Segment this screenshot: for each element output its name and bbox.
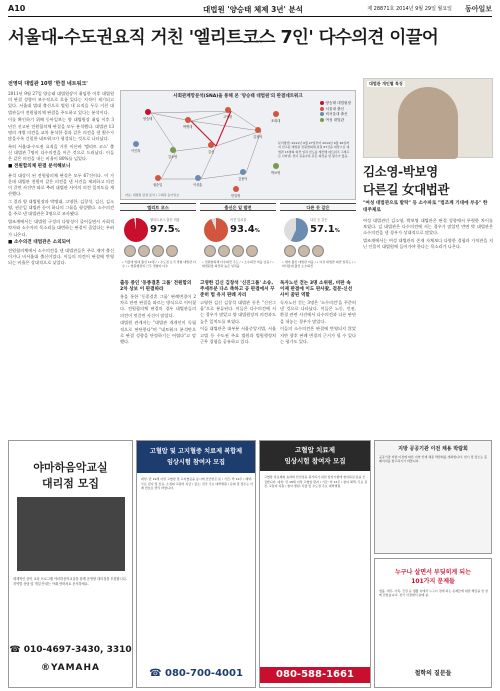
article-mid-column	[280, 278, 356, 435]
ad-clinical-trial-2[interactable]	[259, 440, 371, 688]
network-node: 이상훈	[193, 175, 202, 187]
paragraph: 대법원 관계자는 "대법관 개개인이 독립적으로 판단한다"며 "네트워크 분석만으로 판결 성향을 단정하기는 어렵다"고 말했다.	[120, 320, 196, 345]
paragraph: 특히 서울대-수도권 요직을 거친 이른바 '엘리트 코스' 출신 대법관 7명이 다수의견을 이끈 것으로 드러났다. 이들은 같은 의견을 내는 비율이 80%를 넘었다.	[8, 143, 114, 162]
stats-title: 출신은 일 발전	[200, 203, 276, 211]
ad-yamaha[interactable]	[8, 440, 133, 688]
sidebar-headline: 다른길 女대법관	[363, 182, 450, 197]
paragraph: 이를 확인하기 위해 동아일보는 양 대법원장 취임 이후 3년간 선고된 전원합의체 판결을 모두 분석했다. 대법관 13명의 개별 의견을 교차 분석한 결과 같은 의견을 낸 횟수가 많을수록 긴밀한 네트워크가 형성되는 것으로 나타났다.	[8, 117, 114, 142]
ad-title: 지방 공공기관 이전 채용 박람회	[398, 446, 468, 452]
paragraph: 여성 대법관인 김소영, 박보영 대법관은 판결 성향에서 뚜렷한 차이를 보였다. 김 대법관은 다수의견에 서는 경우가 많았던 반면 박 대법관은 소수의견을 낸 경우가 상대적으로 많았다.	[363, 218, 493, 236]
network-node: 김용덕	[238, 169, 247, 181]
paragraph: 법조계에서는 여성 대법관의 존재 자체보다 다양한 경험과 가치관을 지닌 인물이 대법원에 들어가야 한다는 목소리가 나온다.	[363, 238, 493, 250]
network-node: 고영한	[223, 107, 232, 119]
ad-section	[0, 440, 500, 691]
article-body	[8, 91, 114, 267]
graphic-note: 분석방법: 2011년 9월 27일부터 2014년 9월 26일까지 선고된 대법원 전원합의체 판결 67건을 대상으로 대법관 13명의 의견 일치 빈도를 계산해 네트워크 그래프로 나타냄. 선이 굵을수록 같은 의견을 낸 횟수가 많음.	[278, 141, 350, 159]
stat-label: 다른 듯 같은	[310, 218, 328, 222]
stat-label: 의견 일치율	[230, 218, 247, 222]
stat-value: 57.1%	[310, 224, 340, 235]
legend-item: 서울대 출신	[320, 107, 351, 113]
paragraph: 그 결과 양 대법원장과 박병대, 고영한, 김창석, 김신, 김소영, 권순일 대법관 등이 하나의 그룹을 형성했다. 소수의견을 주로 낸 대법관은 3명으로 조사됐다.	[8, 199, 114, 217]
stats-title: 엘리트 코스	[120, 203, 196, 211]
article-mid-column	[200, 278, 276, 435]
pie-chart-icon	[124, 218, 148, 242]
ad-phone: 080-588-1661	[260, 667, 370, 683]
ad-title: 101가지 문제들	[411, 578, 455, 585]
ad-text: 세계적인 음악 교육 프로그램 야마하음악교실을 함께 운영할 대리점을 모집합니다. 지역별 상담 및 개설 안내는 아래 연락처로 문의하세요.	[13, 577, 127, 586]
legend-item: 여성 대법관	[320, 118, 351, 124]
portrait-row	[282, 245, 356, 259]
sidebar-headline: 김소영-박보영	[363, 164, 438, 179]
subheading: ■ 전원합의체 판결 분석해보니	[8, 164, 71, 170]
stat-description: • 서울대 법대 출신 12명 / • 수도권 요직 경험 대법관 다수 / • 법원행정처 근무 경험자 다수	[122, 260, 196, 268]
ad-text: 공공기관 지방 이전에 따른 지역 인재 채용 박람회를 개최합니다. 일시 및 장소는 홈페이지를 참고하시기 바랍니다.	[379, 455, 488, 464]
subheading: ■ 소수의견 대법관은 소외되어	[8, 239, 71, 245]
yamaha-logo: ®YAMAHA	[40, 663, 101, 673]
portrait-icon	[232, 245, 244, 257]
portrait-icon	[152, 245, 164, 257]
ad-title: 누구나 살면서 부딪히게 되는	[395, 569, 471, 576]
portrait-icon	[284, 245, 296, 257]
judges-photo	[363, 78, 493, 158]
ad-title: 야마하음악교실	[33, 461, 108, 474]
portrait-icon	[138, 245, 150, 257]
ad-text: 대상: 만 19세 이상 고혈압 및 고지혈증을 동시에 진단받은 분 / 기간: 약 12주 / 혜택: 무료 검사 및 진료, 소정의 교통비 지급 / 장소: 전국 주요 대학병원 / 문의 및 접수는 아래 번호로 연락 바랍니다.	[141, 477, 253, 491]
network-node: 김창석	[253, 127, 262, 139]
stat-description: • 재야 출신 대법관 비율 / • 여성 대법관 의견 일치도 / • 비서울대 출신 소수의견	[282, 260, 356, 268]
sidebar-subhead: "여성 대법관으로 발탁" 등 소수파로 "법조계 기대에 부응" 한 대주제로	[363, 201, 488, 213]
byline: 전영덕 대법관 10명 '한결 네트워크'	[8, 81, 88, 87]
ad-phone: ☎ 080-700-4001	[149, 668, 243, 679]
ad-clinical-trial-1[interactable]	[136, 440, 256, 688]
network-node: 김신	[208, 142, 214, 154]
network-node: 민일영	[231, 186, 240, 198]
network-node: 박보영	[271, 163, 280, 175]
ad-text: 고혈압 치료제의 효과와 안전성을 평가하기 위한 임상시험에 참여하실 분을 모집합니다. 대상: 만 18세 이상 고혈압 환자 / 기간: 약 12주 / 참여 혜택: 무료 검진, 교통비 지원 / 참여 병원: 서울 및 수도권 주요 대학병원.	[264, 475, 368, 489]
legend-dot-icon	[320, 118, 324, 122]
stat-description: • 전원합의체 다수의견 주도 / • 소수의견 비율 낮음 / • 대법원장 의견과 높은 일치율	[202, 260, 274, 268]
stat-value: 93.4%	[230, 224, 260, 235]
sidebar-article	[363, 78, 493, 378]
ad-title: 대리점 모집	[42, 477, 99, 490]
graphic-title: 사회관계망분석(SNA)을 통해 본 '양승태 대법원'의 판결네트워크	[173, 94, 303, 99]
legend-item: 양승태 대법원장	[320, 101, 351, 107]
ad-phone: ☎ 010-4697-3430, 3310	[9, 645, 132, 655]
article-left-column	[8, 80, 114, 435]
column-heading: 고영한 김신 김창석 '신진그룹' 소송, 주세부분 다소 축하고 공 판결에서 꾸준히 법 유지 판례 자리	[200, 281, 275, 298]
ad-job-fair[interactable]	[374, 440, 492, 554]
newspaper-logo: 동아일보	[464, 5, 492, 13]
article-mid-column	[120, 278, 196, 435]
issue-date: 제 28871호 2014년 9월 29일 월요일	[367, 6, 452, 12]
page-number: A10	[8, 4, 26, 13]
section-title: 대법원 '양승태 체제 3년' 분석	[203, 5, 303, 14]
stat-block	[200, 214, 276, 272]
page-header	[8, 4, 492, 17]
network-node: 양승태	[143, 109, 152, 121]
column-heading: 독자노선 걷는 3명 소위원, 비판 속 이제 판결에 이도 판사왔, 걸문-신선 사이 꿈된 역할	[280, 281, 353, 298]
network-node: 권순일	[153, 175, 162, 187]
paragraph: 독자노선 걷는 3명은 '소수의견'을 꾸준히 낸 것으로 나타났다. 이들은 노동, 인권, 환경 관련 사건에서 다수의견과 다른 판단을 내놓는 경우가 많았다.	[280, 300, 356, 324]
paragraph: 홍을 통한 '동종결혼 그룹' 판례변경이 2차로 관련 판결을 따르는 방식으로 이어졌다. 전원합의체 판결의 경우 대법관들의 의견이 엇갈린 사건이 많았다.	[120, 294, 196, 318]
graphic-source: 자료: 대법원 판결 분석 / 그래픽 동아일보	[125, 193, 180, 197]
paragraph: 이들의 소수의견은 판결에 반영되지 않았지만 향후 판례 변경의 근거가 될 수 있다는 평가도 있다.	[280, 326, 356, 344]
ad-text: 법률, 세무, 가족, 건강 등 생활 속에서 누구나 겪게 되는 문제들에 대한 해답을 한 권에 담았습니다. 전국 서점에서 판매 중.	[379, 589, 488, 598]
sidebar-body	[363, 218, 493, 368]
ad-photo	[17, 497, 125, 571]
legend-dot-icon	[320, 112, 324, 116]
sidebar-tag: 대법관 개인별 특징	[369, 81, 403, 86]
stats-panel	[120, 214, 356, 272]
portrait-icon	[204, 245, 216, 257]
portrait-icon	[298, 245, 310, 257]
pie-chart-icon	[204, 218, 228, 242]
stats-title: 다른 듯 같은	[280, 203, 356, 211]
page-headline: 서울대-수도권요직 거친 '엘리트코스 7인' 다수의견 이끌어	[8, 28, 439, 48]
portrait-icon	[398, 87, 458, 159]
paragraph: 분석 대상이 된 전원합의체 판결은 모두 67건이다. 이 가운데 대법관 전원이 같은 의견을 낸 사건을 제외하고 의견이 갈린 사건만 따로 추려 대법관 사이의 의견 일치도를 계산했다.	[8, 172, 114, 197]
stat-label: 엘리트코스 출신 비율	[150, 218, 180, 222]
portrait-icon	[166, 245, 178, 257]
stat-block	[120, 214, 196, 272]
paragraph: 전원합의체에서 소수의견을 낸 대법관들은 주로 재야 출신이거나 비서울대 출신이었다. 이들의 의견이 판결에 반영되는 비율은 상대적으로 낮았다.	[8, 248, 114, 266]
paragraph: 법조계에서는 대법원 구성의 다양성이 줄어들면서 사회적 약자와 소수자의 목소리를 대변하는 판결이 줄었다는 우려가 나온다.	[8, 219, 114, 237]
portrait-icon	[124, 245, 136, 257]
network-node: 조희대	[271, 111, 280, 123]
legend-item: 비서울대 출신	[320, 112, 351, 118]
ad-header: 고혈압 치료제 임상시험 참여자 모집	[260, 441, 370, 471]
column-heading: 출동 중인 '동종결혼 그룹' 전원합의 2차 상보 이 판결따라	[120, 281, 192, 292]
ad-header: 고혈압 및 고지혈증 치료제 복합제 임상시험 참여자 모집	[137, 441, 255, 473]
legend-dot-icon	[320, 107, 324, 111]
network-node: 김소영	[168, 147, 177, 159]
portrait-row	[202, 245, 276, 259]
stat-value: 97.5%	[150, 224, 180, 235]
pie-chart-icon	[284, 218, 308, 242]
paragraph: 2011년 9월 27일 양승태 대법원장이 취임한 이후 대법원의 판결 성향이 보수적으로 흐름 있다는 지적이 제기되고 있다. 서울대 법대 출신으로 법원 내 요직을 두루 거친 대법관들이 전원합의체 판결을 주도하고 있다는 분석이다.	[8, 91, 114, 115]
legend-dot-icon	[320, 101, 324, 105]
graphic-legend	[320, 101, 351, 123]
network-node: 이인복	[131, 141, 140, 153]
network-node: 박병대	[183, 117, 192, 129]
portrait-icon	[246, 245, 258, 257]
network-graphic	[120, 90, 356, 200]
paragraph: 이들 대법관은 대부분 서울중앙지법, 서울고법 등 수도권 주요 법원과 법원행정처 근무 경험을 공유하고 있다.	[200, 326, 276, 344]
paragraph: 고영한 김신 김창석 대법관 등은 "신진그룹"으로 분류된다. 이들은 다수의견에 서는 경우가 많았고 양 대법원장의 의견과도 높은 일치도를 보였다.	[200, 300, 276, 324]
stat-block	[280, 214, 356, 272]
portrait-icon	[312, 245, 324, 257]
ad-book[interactable]	[374, 558, 492, 688]
stats-title-row	[120, 203, 356, 212]
portrait-row	[122, 245, 196, 259]
ad-publisher: 철학의 질문들	[414, 670, 452, 677]
portrait-icon	[218, 245, 230, 257]
